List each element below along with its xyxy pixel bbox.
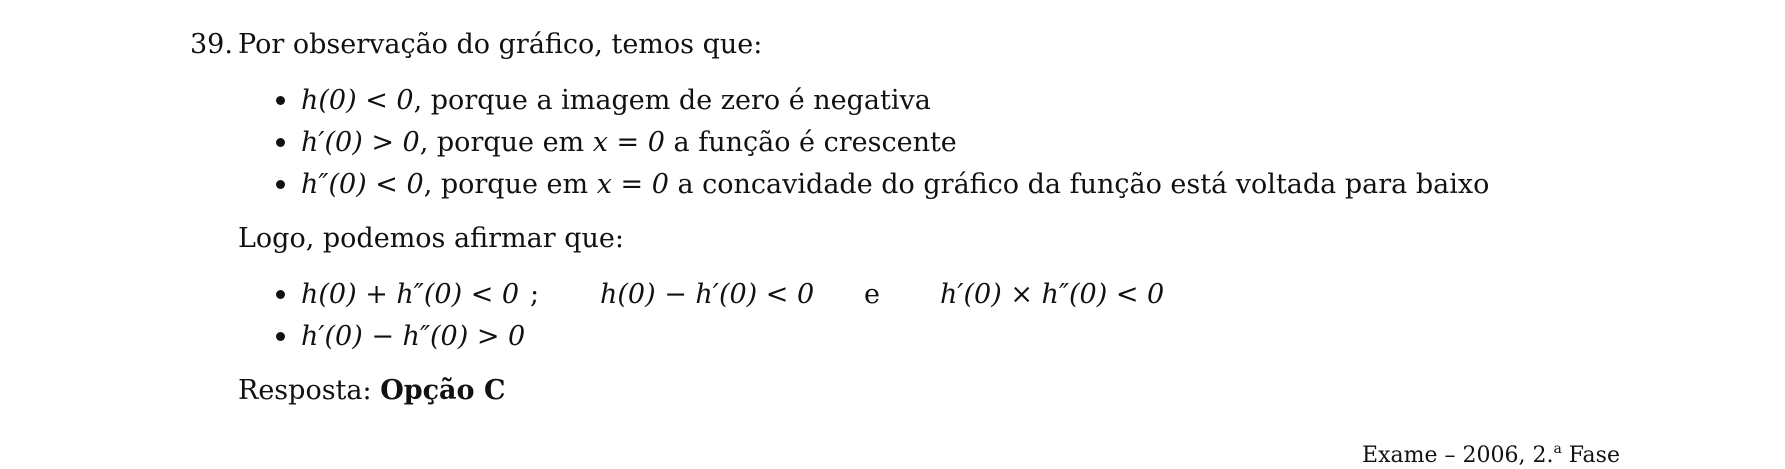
- answer: [238, 374, 505, 408]
- exercise-intro: Por observação do gráfico, temos que:: [238, 29, 763, 60]
- exam-source: [1362, 443, 1620, 469]
- conclusion-1-expr2: h(0) − h′(0) < 0: [600, 279, 815, 310]
- conclusion-1-expr1: h(0) + h″(0) < 0: [301, 279, 520, 310]
- bullet-icon: [276, 96, 285, 105]
- conclusion-1-separator: ;: [530, 279, 540, 310]
- bullet-icon: [276, 138, 285, 147]
- observation-3-expr: h″(0) < 0: [301, 169, 424, 200]
- observation-3-var: x = 0: [596, 169, 669, 200]
- observation-2-text-a: , porque em: [419, 127, 593, 158]
- exam-source-sup: a: [1553, 441, 1562, 457]
- observation-1-expr: h(0) < 0: [301, 85, 414, 116]
- observation-1: [301, 84, 931, 118]
- observation-2: [301, 126, 957, 160]
- bullet-icon: [276, 290, 285, 299]
- conclusion-1-conjunction: e: [864, 279, 880, 310]
- observation-2-expr: h′(0) > 0: [301, 127, 420, 158]
- bullet-icon: [276, 180, 285, 189]
- conclusion-1-expr3: h′(0) × h″(0) < 0: [940, 279, 1165, 310]
- exam-source-text: Exame – 2006, 2.: [1362, 443, 1554, 468]
- observation-2-var: x = 0: [592, 127, 665, 158]
- bullet-icon: [276, 332, 285, 341]
- exercise-number: 39.: [190, 29, 233, 60]
- conclusion-2-expr: h′(0) − h″(0) > 0: [301, 321, 526, 352]
- conclusion-label: Logo, podemos afirmar que:: [238, 223, 624, 254]
- observation-3-text-b: a concavidade do gráfico da função está voltada para baixo: [668, 169, 1490, 200]
- observation-3: [301, 168, 1489, 202]
- observation-1-text: , porque a imagem de zero é negativa: [413, 85, 931, 116]
- exam-source-suffix: Fase: [1561, 443, 1620, 468]
- observation-3-text-a: , porque em: [423, 169, 597, 200]
- answer-value: Opção C: [380, 375, 506, 406]
- answer-label: Resposta:: [238, 375, 372, 406]
- observation-2-text-b: a função é crescente: [664, 127, 957, 158]
